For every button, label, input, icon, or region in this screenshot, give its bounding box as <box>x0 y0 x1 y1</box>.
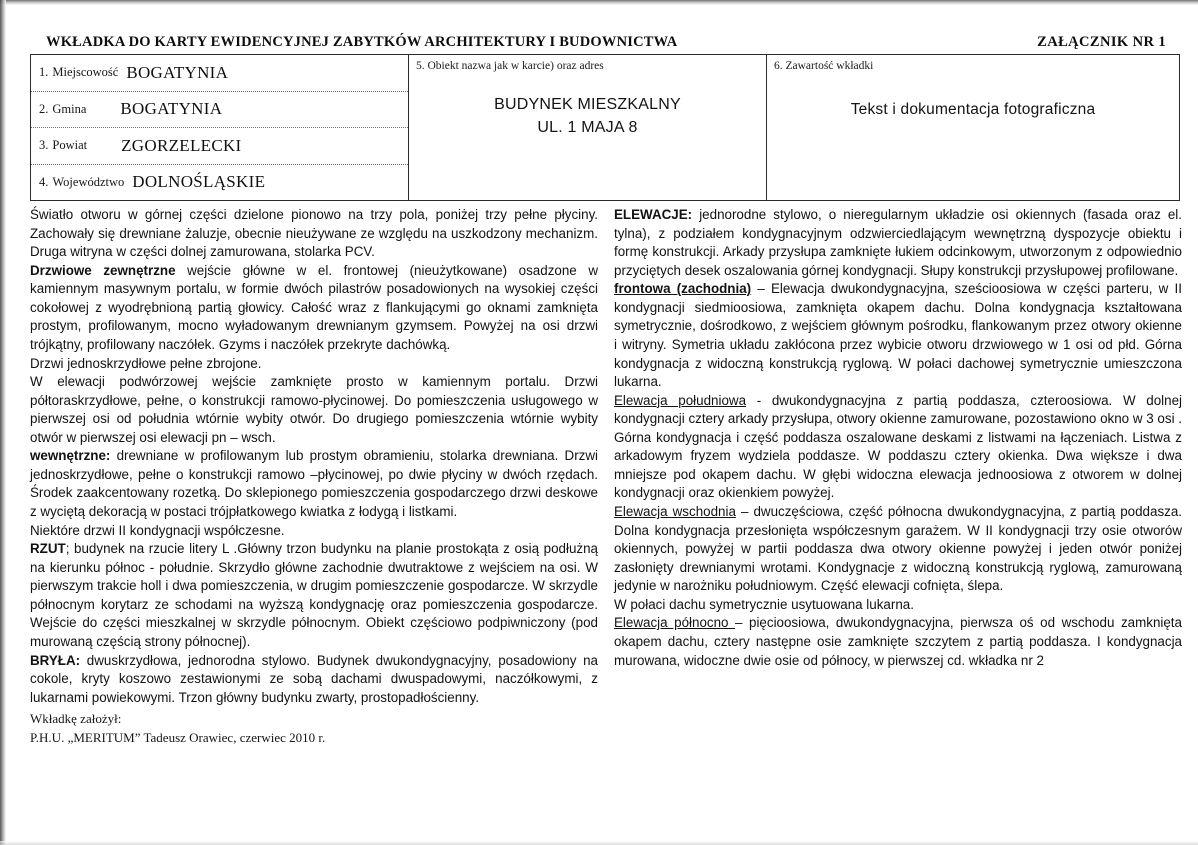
object-name-caption: 5. Obiekt nazwa jak w karcie) oraz adres <box>416 60 604 72</box>
paragraph-modern-doors: Niektóre drzwi II kondygnacji współczesne. <box>30 522 285 538</box>
object-name-cell <box>409 55 767 200</box>
field-wojewodztwo-number: 4. <box>39 174 49 189</box>
body-text <box>30 206 1182 831</box>
field-wojewodztwo <box>31 165 408 201</box>
paragraph-elewacje-text: jednorodne stylowo, o nieregularnym układzie osi okiennych (fasada oraz el. tylna), z podziałem kondygnacyjnym odzwierciedlającym wewnętrzną dyspozycje obiektu i formę konstrukcji. Arkady przysłupa zamknięte łukiem odcinkowym, utworzonym z odpowiednio przyciętych desek oszalowania górnej kondygnacji. Słupy konstrukcji przysłupowej profilowane. <box>614 207 1182 278</box>
field-powiat-number: 3. <box>39 138 49 153</box>
field-wojewodztwo-value: DOLNOŚLĄSKIE <box>132 172 266 192</box>
object-name-line1: BUDYNEK MIESZKALNY <box>494 96 681 113</box>
paragraph-window-openings: Światło otworu w górnej części dzielone pionowo na trzy pola, poniżej trzy pełne płyciny. Zachowały się drewniane żaluzje, obecnie nieużywane ze względu na uszkodzony mechanizm. Druga witryna w części dolnej zamurowana, stolarka PCV. <box>30 207 598 260</box>
signature-intro: Wkładkę założył: <box>30 711 122 727</box>
left-text-column <box>30 206 598 831</box>
label-elewacja-polnocna: Elewacja północno <box>614 615 736 631</box>
paragraph-elewacja-wschodnia <box>614 503 1182 596</box>
label-elewacja-wschodnia: Elewacja wschodnia <box>614 504 736 519</box>
paragraph-elewacja-polnocna <box>614 614 1182 670</box>
paragraph-elewacja-poludniowa-text: - dwukondygnacyjna z partią poddasza, czteroosiowa. W dolnej kondygnacji cztery arkady przysłupa, otwory okienne zamurowane, pozostawiono okno w 3 osi . Górna kondygnacja i część poddasza oszalowane deskami z listwami na łączeniach. Listwa z arkadowym fryzem wydziela poddasze. W poddaszu cztery okienka. Dwa większe i dwa mniejsze pod okapem dachu. W głębi widoczna elewacja jednoosiowa z otworem w dolnej kondygnacji oraz okienkiem powyżej. <box>614 392 1182 501</box>
document-title: WKŁADKA DO KARTY EWIDENCYJNEJ ZABYTKÓW ARCHITEKTURY I BUDOWNICTWA <box>46 34 678 50</box>
paragraph-elewacja-poludniowa <box>614 392 1182 503</box>
field-gmina <box>31 92 408 129</box>
right-text-column <box>614 206 1182 831</box>
paragraph-interior-doors <box>30 447 598 521</box>
document-sheet <box>8 6 1190 839</box>
paragraph-elewacja-polnocna-text: – pięcioosiowa, dwukondygnacyjna, pierwsza oś od wschodu zamknięta okapem dachu, cztery następne osie zamknięte szczytem z partią poddasza. I kondygnacja murowana, widoczne dwie osie od północy, w pierwszej cd. wkładka nr 2 <box>614 615 1182 668</box>
location-fields-column <box>31 55 409 200</box>
paragraph-rzut <box>30 540 598 651</box>
paragraph-rzut-text: ; budynek na rzucie litery L .Główny trzon budynku na planie prostokąta z osią podłużną na kierunku północ - południe. Skrzydło główne zachodnie dwutraktowe z wejściem na osi. W pierwszym trakcie holl i dwa pomieszczenia, w drugim pomieszczenie gospodarcze. W skrzydle północnym korytarz ze schodami na wyższą kondygnację oraz pomieszczenia gospodarcze. Wejście do części mieszkalnej w skrzydle północnym. Obiekt częściowo podpiwniczony (pod murowaną częścią strony północnej). <box>30 541 598 649</box>
field-miejscowosc <box>31 55 408 92</box>
field-miejscowosc-label: Miejscowość <box>52 65 119 80</box>
object-name-line2: UL. 1 MAJA 8 <box>537 119 638 137</box>
field-wojewodztwo-label: Województwo <box>52 174 125 189</box>
insert-content-cell <box>767 55 1179 200</box>
paragraph-interior-doors-text: drewniane w profilowanym lub prostym obramieniu, stolarka drewniana. Drzwi jednoskrzydłowe, pełne o konstrukcji ramowo –płycinowej, po dwie płyciny w dwóch rzędach. Środek zaakcentowany rozetką. Do sklepionego pomieszczenia gospodarczego drzwi deskowe z wyciętą dekoracją w postaci trójpłatkowego kwiatka z łodygą i listkami. <box>30 448 598 519</box>
paragraph-bryla-text: dwuskrzydłowa, jednorodna stylowo. Budynek dwukondygnacyjny, posadowiony na cokole, kryty koszowo zestawionymi ze sobą dachami dwuspadowymi, naczółkowymi, z lukarnami powiekowymi. Trzon główny budynku zwarty, prostopadłościenny. <box>30 652 598 705</box>
field-powiat-value: ZGORZELECKI <box>121 135 242 155</box>
paragraph-elewacja-wschodnia-text: – dwuczęściowa, część północna dwukondygnacyjna, z partią poddasza. Dolna kondygnacja przesłonięta współczesnym garażem. W II kondygnacji trzy osie otworów okiennych, powyżej w partii poddasza dwa otwory okienne powyżej i jeden otwór poniżej zasłonięty drewnianymi wrotami. Kondygnacje z widoczną konstrukcją ryglową, zamurowaną jedynie w narożniku południowym. Część elewacji cofnięta, ślepa. <box>614 504 1182 594</box>
field-powiat <box>31 128 408 165</box>
label-wewnetrzne: wewnętrzne: <box>30 448 111 464</box>
paragraph-courtyard-elevation: W elewacji podwórzowej wejście zamknięte prosto w kamiennym portalu. Drzwi półtoraskrzydłowe, pełne, o konstrukcji ramowo-płycinowej. Do pomieszczenia usługowego w pierwszej osi od południa wtórnie wybity otwór. Do drugiego pomieszczenia wtórnie wybity otwór w pierwszej osi elewacji pn – wsch. <box>30 374 598 445</box>
paragraph-exterior-doors-text: wejście główne w el. frontowej (nieużytkowane) osadzone w kamiennym masywnym portalu, w formie dwóch pilastrów posadowionych na wysokiej części cokołowej z wyodrębnioną partią głowicy. Całość wraz z flankującymi go oknami zamknięta prostym, profilowanym, mocno wyładowanym drewnianym gzymsem. Powyżej na osi drzwi trójkątny, profilowany naczółek. Gzyms i naczółek przekryte dachówką. <box>30 262 598 352</box>
label-elewacja-frontowa: frontowa (zachodnia) <box>614 281 752 297</box>
label-drzwiowe-zewnetrzne: Drzwiowe zewnętrzne <box>30 262 176 278</box>
field-gmina-number: 2. <box>39 101 49 116</box>
label-elewacje: ELEWACJE: <box>614 207 693 222</box>
insert-content-caption: 6. Zawartość wkładki <box>774 60 874 72</box>
scan-edge-left <box>0 0 6 845</box>
field-gmina-value: BOGATYNIA <box>120 99 223 119</box>
field-miejscowosc-number: 1. <box>39 65 49 80</box>
paragraph-elewacja-frontowa <box>614 280 1182 391</box>
field-gmina-label: Gmina <box>52 101 87 116</box>
label-rzut: RZUT <box>30 541 66 557</box>
paragraph-exterior-doors <box>30 262 598 355</box>
signature-block <box>30 710 598 748</box>
paragraph-roof-dormer: W połaci dachu symetrycznie usytuowana lukarna. <box>614 596 914 612</box>
field-miejscowosc-value: BOGATYNIA <box>126 62 229 82</box>
document-header <box>46 34 1166 51</box>
object-name-value <box>409 93 766 139</box>
signature-author: P.H.U. „MERITUM” Tadeusz Orawiec, czerwiec 2010 r. <box>30 730 326 746</box>
identification-table <box>30 54 1180 201</box>
scan-edge-bottom <box>0 841 1198 845</box>
insert-content-value: Tekst i dokumentacja fotograficzna <box>850 101 1096 118</box>
paragraph-elewacje <box>614 206 1182 280</box>
annex-label: ZAŁĄCZNIK NR 1 <box>1037 34 1166 50</box>
paragraph-elewacja-frontowa-text: – Elewacja dwukondygnacyjna, sześcioosiowa w części parteru, w II kondygnacji siedmioosiowa, zamknięta okapem dachu. Dolna kondygnacja kształtowana symetrycznie, dośrodkowo, z wejściem głównym pośrodku, flankowanym przez otwory okienne i witryny. Symetria układu zakłócona przez wybicie otworu drzwiowego w 1 osi od płd. Górna kondygnacja z widoczną konstrukcją ryglową. W połaci dachowej symetrycznie umieszczona lukarna. <box>614 281 1182 390</box>
label-bryla: BRYŁA: <box>30 652 81 668</box>
label-elewacja-poludniowa: Elewacja południowa <box>614 392 747 408</box>
paragraph-bryla <box>30 652 598 708</box>
paragraph-single-leaf-door: Drzwi jednoskrzydłowe pełne zbrojone. <box>30 355 262 371</box>
scan-edge-top <box>0 0 1198 5</box>
field-powiat-label: Powiat <box>52 138 88 153</box>
